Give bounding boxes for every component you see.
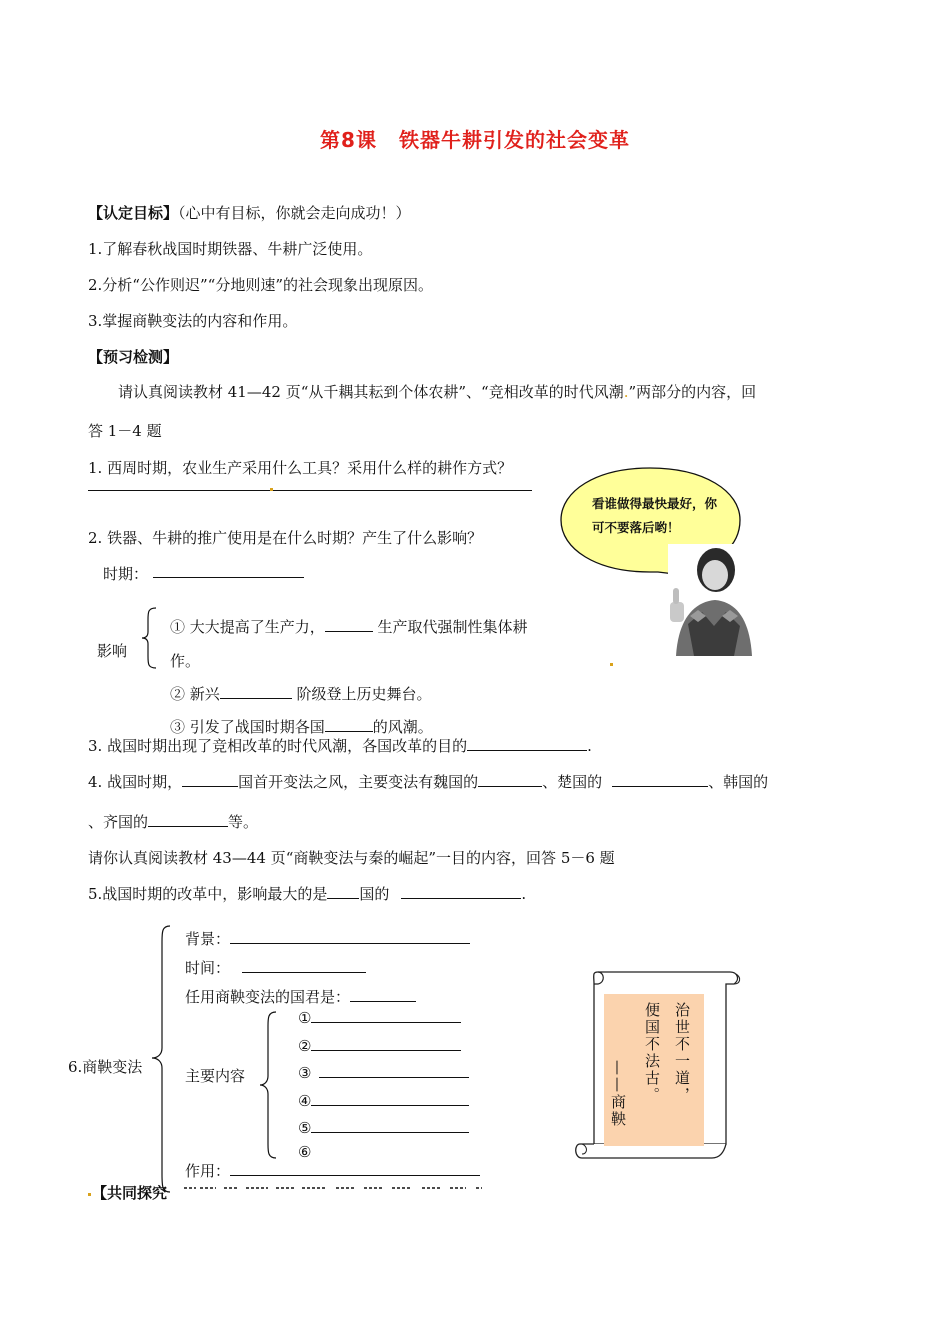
lesson-number: 第8课	[320, 128, 377, 152]
q6-effect-label: 作用：	[185, 1162, 231, 1180]
q5-blank-1[interactable]	[327, 884, 359, 899]
q6-item-1	[298, 1008, 461, 1027]
q6-time-blank[interactable]	[242, 958, 366, 973]
scroll-quote-line-1: 治世不一道，	[673, 1002, 691, 1104]
period-answer-line[interactable]	[153, 577, 304, 578]
question-5-end: .	[521, 885, 527, 903]
question-3	[88, 735, 592, 756]
influence-1	[170, 616, 528, 637]
preview-intro-text-end: ”两部分的内容，回	[628, 383, 757, 401]
q6-main-content-label: 主要内容	[185, 1067, 246, 1085]
question-5-text-b: 国的	[359, 885, 390, 903]
q6-item-3-marker: ③	[298, 1064, 312, 1082]
goals-header	[88, 202, 411, 223]
q6-item-3-blank[interactable]	[319, 1063, 469, 1078]
q6-item-5-marker: ⑤	[298, 1119, 312, 1137]
preview-intro-line1	[118, 381, 756, 402]
q6-item-1-marker: ①	[298, 1009, 312, 1027]
influence-label: 影响	[97, 642, 128, 660]
influence-1-cont: 作。	[170, 652, 201, 670]
q6-time-label: 时间：	[185, 959, 231, 977]
question-1: 1. 西周时期，农业生产采用什么工具？采用什么样的耕作方式？	[88, 459, 513, 477]
influence-1-text: ① 大大提高了生产力，	[170, 618, 325, 636]
goal-item-1: 1.了解春秋战国时期铁器、牛耕广泛使用。	[88, 240, 373, 258]
q6-effect	[185, 1160, 480, 1181]
q5-blank-2[interactable]	[401, 884, 521, 899]
question-4-text-a: 4. 战国时期，	[88, 773, 183, 791]
q6-item-2-blank[interactable]	[311, 1036, 461, 1051]
q4-blank-1[interactable]	[182, 772, 238, 787]
influence-3-text: ③ 引发了战国时期各国	[170, 718, 325, 736]
preview-intro-mark: .	[623, 383, 629, 401]
q6-item-4-blank[interactable]	[311, 1091, 469, 1106]
influence-1-blank[interactable]	[325, 617, 373, 632]
question-4-text-c: 、楚国的	[542, 773, 603, 791]
q6-item-4-marker: ④	[298, 1092, 312, 1110]
q6-content-brace	[258, 1010, 280, 1160]
goal-item-2: 2.分析“公作则迟”“分地则速”的社会现象出现原因。	[88, 276, 433, 294]
influence-2	[170, 683, 432, 704]
q6-item-3	[298, 1063, 469, 1082]
influence-3-text-b: 的风潮。	[372, 718, 433, 736]
question-4	[88, 771, 768, 792]
q6-item-2-marker: ②	[298, 1037, 312, 1055]
q6-monarch	[185, 986, 416, 1007]
period-label: 时期：	[103, 565, 149, 583]
q6-item-4	[298, 1091, 469, 1110]
question-4-text-b: 国首开变法之风，主要变法有魏国的	[238, 773, 479, 791]
student-thumbs-up-image	[668, 544, 754, 656]
explore-heading: 【共同探究	[92, 1184, 168, 1202]
q6-time	[185, 957, 366, 978]
mark-dot	[610, 663, 613, 666]
q6-item-2	[298, 1036, 461, 1055]
preview-heading: 【预习检测】	[88, 348, 179, 366]
q6-background-label: 背景：	[185, 930, 231, 948]
question-5	[88, 883, 526, 904]
scroll-quote-line-2: 便国不法古。	[643, 1002, 661, 1104]
q6-label: 6.商鞅变法	[68, 1058, 143, 1076]
question-3-text: 3. 战国时期出现了竞相改革的时代风潮，各国改革的目的	[88, 737, 468, 755]
preview-intro-line2: 答 1－4 题	[88, 422, 162, 440]
mark-dot	[270, 488, 273, 491]
influence-2-blank[interactable]	[220, 684, 292, 699]
mark-dot	[88, 1193, 91, 1196]
q6-background-blank[interactable]	[230, 929, 470, 944]
q4-blank-3[interactable]	[612, 772, 708, 787]
q6-monarch-label: 任用商鞅变法的国君是：	[185, 988, 351, 1006]
q6-item-1-blank[interactable]	[311, 1008, 461, 1023]
influence-3	[170, 716, 433, 737]
question-3-blank[interactable]	[467, 736, 587, 751]
scroll-quote-author: ——商鞅	[609, 1060, 627, 1128]
lesson-name: 铁器牛耕引发的社会变革	[398, 128, 630, 152]
influence-1-text-b: 生产取代强制性集体耕	[372, 618, 528, 636]
influence-2-text-b: 阶级登上历史舞台。	[291, 685, 432, 703]
cut-off-text-fragment	[176, 1186, 486, 1200]
bubble-text: 看谁做得最快最好，你可不要落后哟！	[592, 496, 718, 535]
influence-brace	[140, 606, 160, 670]
goals-heading: 【认定目标】	[88, 204, 179, 222]
q6-item-5-blank[interactable]	[311, 1118, 469, 1133]
question-4-cont	[88, 811, 258, 832]
question-3-end: .	[587, 737, 592, 755]
goals-note: （心中有目标，你就会走向成功！）	[178, 204, 411, 222]
question-5-text-a: 5.战国时期的改革中，影响最大的是	[88, 885, 328, 903]
preview-intro-text: 请认真阅读教材 41—42 页“从千耦其耘到个体农耕”、“竞相改革的时代风潮	[118, 383, 624, 401]
q6-background	[185, 928, 470, 949]
question-2: 2. 铁器、牛耕的推广使用是在什么时期？产生了什么影响？	[88, 529, 483, 547]
question-4-text-f: 等。	[228, 813, 259, 831]
question-4-text-d: 、韩国的	[708, 773, 769, 791]
q6-monarch-blank[interactable]	[350, 987, 416, 1002]
question-4-text-e: 、齐国的	[88, 813, 149, 831]
influence-2-text: ② 新兴	[170, 685, 220, 703]
influence-3-blank[interactable]	[325, 717, 373, 732]
q6-effect-blank[interactable]	[230, 1161, 480, 1176]
q4-blank-4[interactable]	[148, 812, 228, 827]
q6-item-6	[298, 1143, 311, 1161]
q6-brace	[150, 924, 174, 1194]
preview-intro-2: 请你认真阅读教材 43—44 页“商鞅变法与秦的崛起”一目的内容，回答 5－6 题	[88, 849, 615, 867]
answer-line-q1[interactable]	[88, 490, 532, 491]
page-title	[0, 124, 950, 153]
q6-item-5	[298, 1118, 469, 1137]
q4-blank-2[interactable]	[478, 772, 542, 787]
goal-item-3: 3.掌握商鞅变法的内容和作用。	[88, 312, 298, 330]
q6-item-6-marker: ⑥	[298, 1143, 312, 1161]
